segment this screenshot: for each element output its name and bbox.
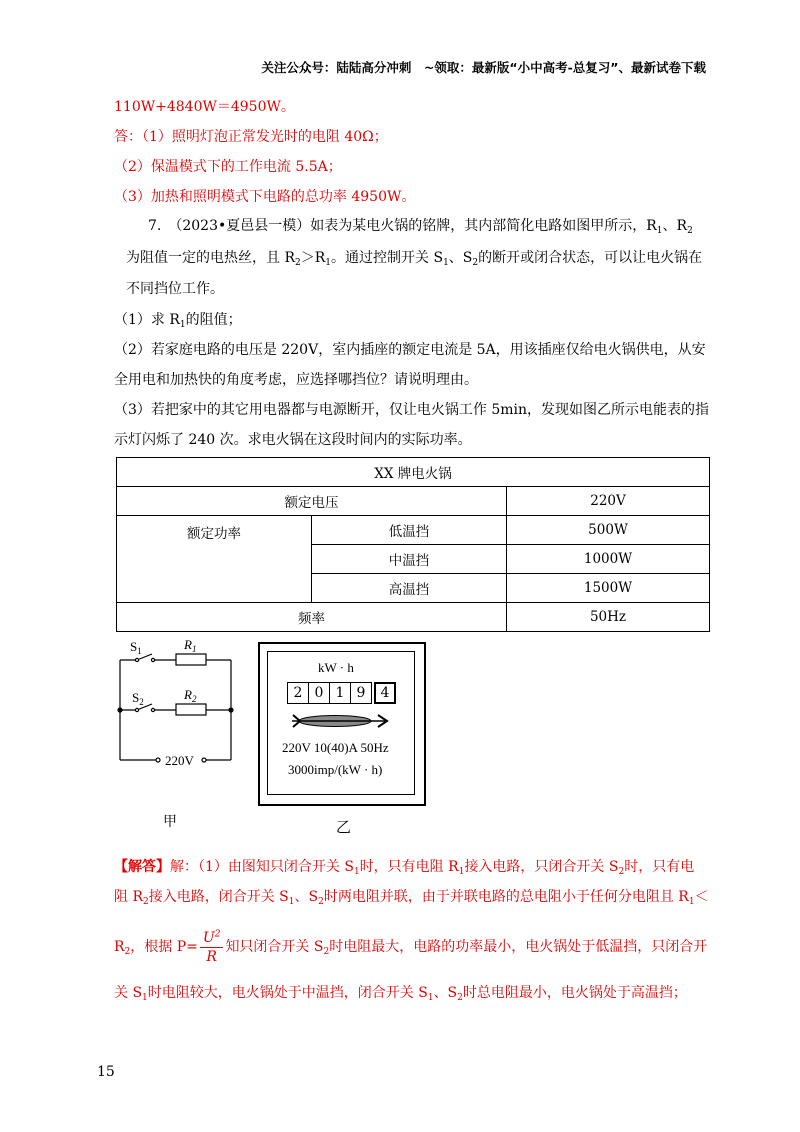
r2-label: $R_2$: [184, 687, 197, 704]
caption-jia: 甲: [163, 814, 177, 830]
mid-label: 中温挡: [312, 545, 507, 574]
solution-line-4: 关 $S_1$时电阻较大，电火锅处于中温挡，闭合开关 $S_1$、$S_2$时总电阻最小，电火锅处于高温挡；: [114, 985, 687, 1003]
answer-2: （2）保温模式下的工作电流 5.5A；: [114, 159, 342, 175]
low-value: 500W: [507, 516, 710, 545]
circuit-diagram: [110, 636, 245, 786]
high-value: 1500W: [507, 574, 710, 603]
rated-voltage-label: 额定电压: [117, 487, 507, 516]
solution-line-3: $R_2$，根据 P= $\frac{U^2}{R}$ 知只闭合开关 $S_2$时电阻最大，电路的功率最小，电火锅处于低温挡，只闭合开: [114, 928, 708, 965]
rated-voltage-value: 220V: [507, 487, 710, 516]
junction-right: [228, 707, 233, 712]
resistor-r2: [176, 704, 206, 715]
meter-indicator-icon: [290, 712, 390, 730]
junction-left: [117, 707, 122, 712]
meter-digits: [287, 682, 396, 704]
meter-digit: 1: [330, 682, 351, 704]
solution-line-2: 阻 $R_2$接入电路，闭合开关 $S_1$、$S_2$时两电阻并联，由于并联电路的总电阻小于任何分电阻且 $R_1<$: [114, 889, 709, 907]
answer-3: （3）加热和照明模式下电路的总功率 4950W。: [114, 189, 416, 205]
low-label: 低温挡: [312, 516, 507, 545]
page-number: 15: [97, 1064, 115, 1080]
r1-label: $R_1$: [184, 637, 197, 654]
question-line-3: 不同挡位工作。: [126, 281, 224, 297]
meter-spec-2: 3000imp/(kW · h): [288, 762, 383, 777]
caption-yi: 乙: [336, 818, 352, 836]
question-line-1: 7. （2023•夏邑县一模）如表为某电火锅的铭牌，其内部简化电路如图甲所示，$R_1$、$R_2$: [148, 218, 693, 236]
freq-label: 频率: [117, 603, 507, 632]
s1-label: $S_1$: [130, 639, 142, 656]
table-title: XX 牌电火锅: [117, 458, 710, 487]
circuit-voltage: 220V: [165, 753, 194, 768]
meter-unit: kW · h: [318, 660, 354, 675]
question-line-2: 为阻值一定的电热丝，且 $R_2>R_1$。通过控制开关 $S_1$、$S_2$的断开或闭合状态，可以让电火锅在: [126, 250, 703, 268]
freq-value: 50Hz: [507, 603, 710, 632]
resistor-r1: [176, 654, 206, 665]
meter-spec-1: 220V 10(40)A 50Hz: [282, 740, 389, 755]
high-label: 高温挡: [312, 574, 507, 603]
question-part-3a: （3）若把家中的其它用电器都与电源断开，仅让电火锅工作 5min，发现如图乙所示电能表的指: [114, 402, 710, 418]
question-part-1: （1）求 $R_1$的阻值；: [114, 312, 242, 330]
calc-line: 110W+4840W＝4950W。: [114, 99, 295, 115]
meter-digit: 9: [351, 682, 372, 704]
answer-1: 答：（1）照明灯泡正常发光时的电阻 40Ω；: [114, 129, 388, 145]
solution-line-1: 【解答】解：（1）由图知只闭合开关 $S_1$时，只有电阻 $R_1$接入电路，只闭合开关 $S_2$时，只有电: [114, 859, 695, 877]
s2-label: $S_2$: [132, 690, 144, 707]
question-part-3b: 示灯闪烁了 240 次。求电火锅在这段时间内的实际功率。: [114, 432, 472, 448]
nameplate-table: [116, 457, 710, 632]
mid-value: 1000W: [507, 545, 710, 574]
energy-meter: [258, 642, 426, 806]
meter-digit-decimal: 4: [374, 682, 396, 704]
meter-digit: 2: [287, 682, 309, 704]
meter-digit: 0: [309, 682, 330, 704]
page-header: 关注公众号：陆陆高分冲刺 ~领取：最新版“小中高考-总复习”、最新试卷下载: [261, 60, 706, 75]
power-formula: $\frac{U^2}{R}$: [200, 929, 224, 966]
question-part-2a: （2）若家庭电路的电压是 220V，室内插座的额定电流是 5A，用该插座仅给电火锅供电，从安: [114, 342, 706, 358]
question-part-2b: 全用电和加热快的角度考虑，应选择哪挡位？请说明理由。: [114, 372, 478, 388]
rated-power-label: 额定功率: [117, 516, 312, 603]
